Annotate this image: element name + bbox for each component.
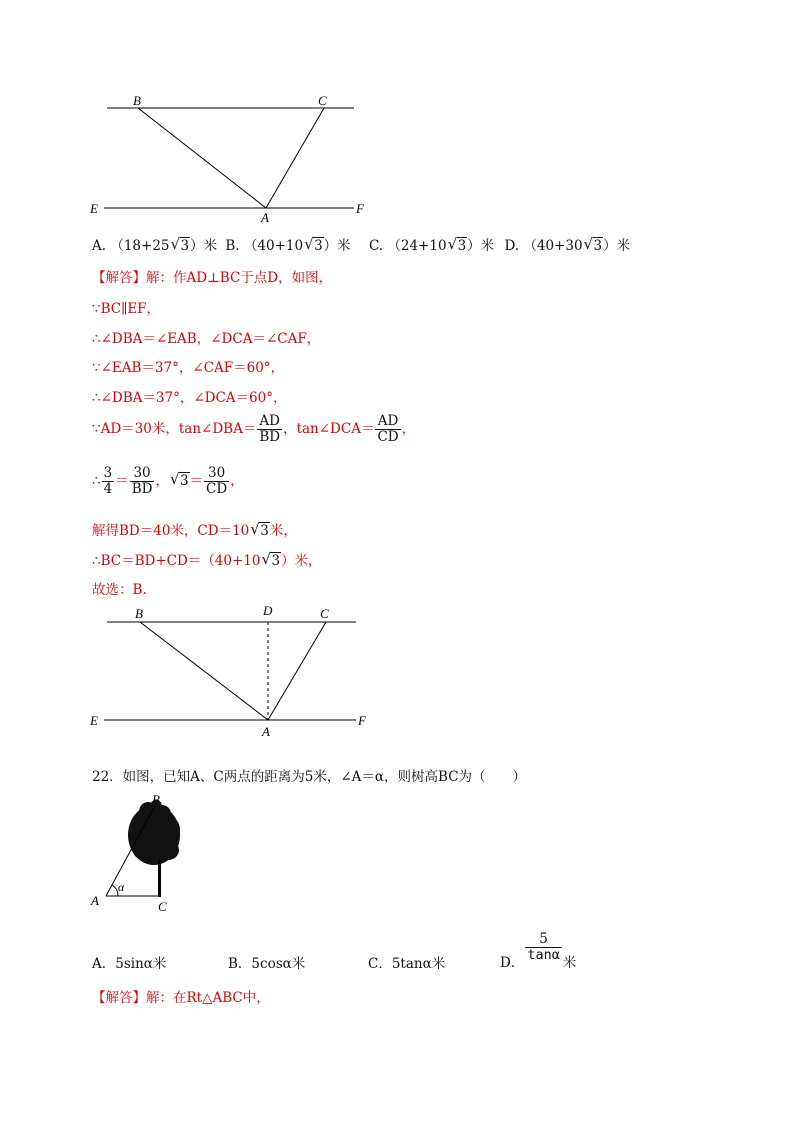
label-e: E — [90, 201, 98, 216]
solution-line-3: ∴∠DBA＝∠EAB，∠DCA＝∠CAF， — [92, 331, 321, 347]
solution-line-10: 故选：B. — [92, 582, 147, 598]
label-c: C — [320, 606, 329, 621]
label-a: A — [91, 893, 99, 908]
figure-2 — [80, 598, 380, 743]
label-b: B — [133, 93, 141, 108]
solution-line-8: 解得BD＝40米，CD＝10 √ 3米， — [92, 520, 297, 539]
solution-line-4: ∵∠EAB＝37°，∠CAF＝60°， — [92, 360, 285, 376]
q22-option-d: D． $\frac{5}{\tan\alpha}$ 米 — [500, 931, 577, 971]
solution-line-5: ∴∠DBA＝37°，∠DCA＝60°， — [92, 390, 287, 406]
solution-line-9: ∴BC＝BD+CD＝（40+10 √ 3）米， — [92, 550, 322, 569]
label-d: D — [263, 603, 273, 618]
label-e: E — [90, 713, 98, 728]
solution-line-7: ∴ $\frac{3}{4}$ ＝ $\frac{30}{BD}$ ， √ 3＝ $\frac{30}{CD}$ ， — [92, 465, 244, 497]
question-22-text: 22．如图，已知A、C两点的距离为5米，∠A＝α，则树高BC为（ ） — [92, 769, 527, 785]
option-d: D. （40+30 √ 3）米 — [504, 235, 631, 254]
segment-ab — [138, 108, 266, 208]
options-row-1 — [92, 234, 630, 254]
segment-ac — [266, 108, 324, 208]
label-f: F — [356, 201, 364, 216]
segment-ac — [268, 622, 326, 720]
label-b: B — [135, 606, 143, 621]
q22-solution: 【解答】解：在Rt△ABC中， — [92, 990, 270, 1006]
label-a: A — [261, 210, 269, 225]
label-b: B — [152, 792, 160, 807]
option-b: B. （40+10 √ 3）米 — [225, 235, 351, 254]
option-a: A. （18+25 √ 3）米 — [92, 235, 218, 254]
label-c: C — [158, 899, 167, 914]
q22-option-a: A．5sinα米 — [92, 956, 167, 972]
label-f: F — [358, 713, 366, 728]
solution-line-1: 【解答】解：作AD⊥BC于点D，如图， — [92, 270, 333, 286]
label-alpha: α — [118, 880, 125, 894]
figure-1 — [80, 90, 380, 225]
label-a: A — [262, 724, 270, 739]
option-c: C. （24+10 √ 3）米 — [368, 235, 495, 254]
solution-line-6: ∵AD＝30米，tan∠DBA＝ $\frac{AD}{BD}$ ，tan∠DCA＝ $\frac{AD}{CD}$ ， — [92, 413, 416, 445]
segment-ab — [140, 622, 268, 720]
label-c: C — [318, 93, 327, 108]
q22-option-c: C．5tanα米 — [368, 956, 446, 972]
q22-option-b: B．5cosα米 — [228, 956, 306, 972]
solution-line-2: ∵BC∥EF， — [92, 301, 161, 317]
figure-tree — [88, 790, 198, 915]
tree-trunk — [158, 860, 161, 897]
tree-canopy — [128, 800, 180, 865]
